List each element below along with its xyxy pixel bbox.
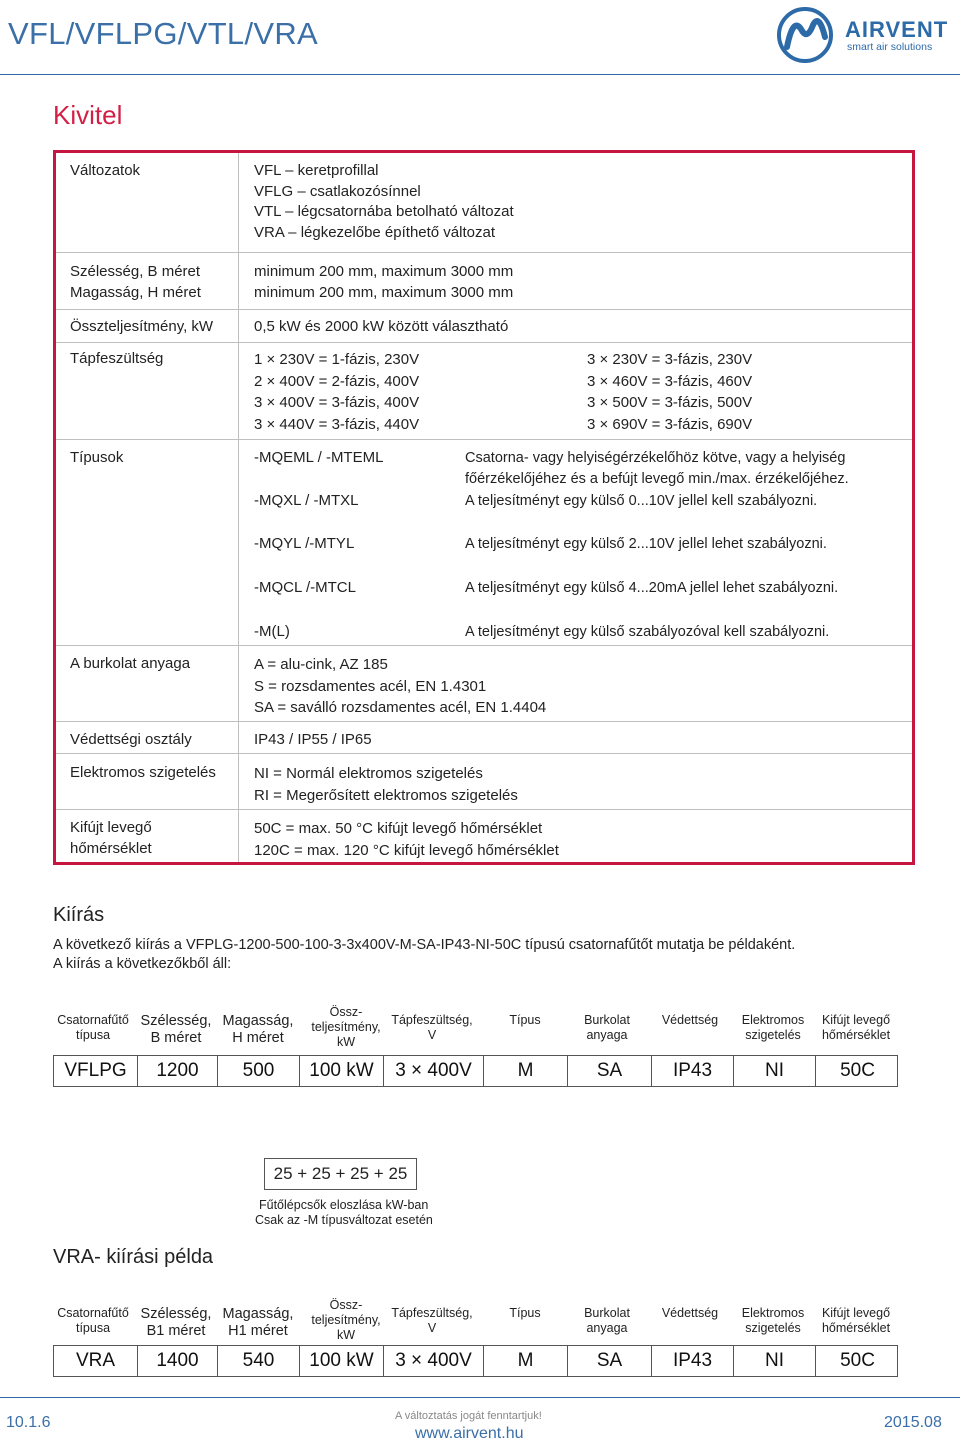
kiiras-title: Kiírás xyxy=(53,904,105,926)
code-field-label-line: Védettség xyxy=(661,1306,719,1320)
type-code: -MQXL / -MTXL xyxy=(254,492,359,509)
page-number: 10.1.6 xyxy=(6,1414,51,1431)
order-code-values xyxy=(53,1055,898,1087)
type-description-line: Csatorna- vagy helyiségérzékelőhöz kötve, vagy a helyiség xyxy=(465,450,846,466)
code-field-label-line: V xyxy=(427,1028,437,1042)
heating-steps-note: Csak az -M típusváltozat esetén xyxy=(255,1213,433,1227)
code-field-value: 1400 xyxy=(138,1346,218,1376)
code-field-label-line: szigetelés xyxy=(745,1321,801,1335)
casing-option: A = alu-cink, AZ 185 xyxy=(254,656,388,673)
spec-column-divider xyxy=(238,153,239,862)
code-field-label-line: Szélesség, xyxy=(140,1306,212,1322)
type-code: -MQCL /-MTCL xyxy=(254,579,356,596)
code-field-value: 500 xyxy=(218,1056,300,1086)
insulation-option: NI = Normál elektromos szigetelés xyxy=(254,765,483,782)
width-label: Szélesség, B méret xyxy=(70,263,201,280)
type-description: A teljesítményt egy külső 0...10V jellel kell szabályozni. xyxy=(465,493,818,509)
code-field-label-line: Típus xyxy=(509,1306,541,1320)
code-field-label-line: Burkolat xyxy=(584,1013,630,1027)
code-field-label-line: hőmérséklet xyxy=(821,1321,891,1335)
code-field-value: NI xyxy=(734,1056,816,1086)
row-divider xyxy=(56,252,912,253)
code-field-label-line: V xyxy=(427,1321,437,1335)
code-field-value: VRA xyxy=(54,1346,138,1376)
code-field-label-line: teljesítmény, xyxy=(311,1313,381,1327)
code-field-label-line: Csatornafűtő xyxy=(57,1013,129,1027)
outlet-temp-label xyxy=(70,818,152,859)
outlet-temp-option: 120C = max. 120 °C kifújt levegő hőmérséklet xyxy=(254,841,559,859)
size-values xyxy=(254,262,513,303)
code-field-value: VFLPG xyxy=(54,1056,138,1086)
insulation-option: RI = Megerősített elektromos szigetelés xyxy=(254,786,518,804)
protection-label: Védettségi osztály xyxy=(70,731,192,748)
type-code: -MQEML / -MTEML xyxy=(254,449,384,466)
voltage-option: 2 × 400V = 2-fázis, 400V xyxy=(254,372,420,390)
heating-steps-box: 25 + 25 + 25 + 25 xyxy=(264,1158,417,1190)
casing-values xyxy=(254,654,546,719)
height-value: minimum 200 mm, maximum 3000 mm xyxy=(254,283,514,301)
variant-item: VFL – keretprofillal xyxy=(254,162,379,179)
code-field-label-line: típusa xyxy=(75,1321,111,1335)
code-field-label-line: típusa xyxy=(75,1028,111,1042)
type-description: A teljesítményt egy külső szabályozóval kell szabályozni. xyxy=(465,624,830,640)
variants-list xyxy=(254,161,514,243)
code-field-value: NI xyxy=(734,1346,816,1376)
vra-code-values xyxy=(53,1345,898,1377)
rights-notice: A változtatás jogát fenntartjuk! xyxy=(395,1410,542,1422)
code-field-value: 50C xyxy=(840,1060,875,1081)
types-label: Típusok xyxy=(70,449,124,466)
protection-value: IP43 / IP55 / IP65 xyxy=(254,731,372,748)
code-field-label-line: Szélesség, xyxy=(140,1013,212,1029)
type-description xyxy=(465,448,849,489)
code-field-label-line: Tápfeszültség, xyxy=(391,1013,473,1027)
section-title: Kivitel xyxy=(53,100,123,130)
row-divider xyxy=(56,645,912,646)
code-field-label-line: Össz- xyxy=(329,1298,363,1312)
row-divider xyxy=(56,309,912,310)
logo-tagline: smart air solutions xyxy=(847,41,933,53)
code-field-label-line: B1 méret xyxy=(146,1323,206,1339)
page-header-title: VFL/VFLPG/VTL/VRA xyxy=(8,16,319,51)
code-field-value: M xyxy=(484,1346,568,1376)
code-field-value: 1200 xyxy=(138,1056,218,1086)
code-field-value: SA xyxy=(568,1056,652,1086)
voltage-label: Tápfeszültség xyxy=(70,350,164,367)
kiiras-line: A kiírás a következőkből áll: xyxy=(53,956,232,972)
code-field-label-line: Csatornafűtő xyxy=(57,1306,129,1320)
type-code: -MQYL /-MTYL xyxy=(254,535,355,552)
row-divider xyxy=(56,753,912,754)
footer-divider xyxy=(0,1397,960,1398)
type-description: A teljesítményt egy külső 2...10V jellel lehet szabályozni. xyxy=(465,536,827,552)
insulation-values xyxy=(254,763,518,806)
outlet-temp-label-line: hőmérséklet xyxy=(70,839,152,857)
spec-table xyxy=(53,150,915,865)
height-label: Magasság, H méret xyxy=(70,283,201,301)
code-field-label xyxy=(796,1013,916,1043)
publication-date: 2015.08 xyxy=(884,1414,942,1431)
code-field-value: 100 kW xyxy=(300,1056,384,1086)
code-field-label xyxy=(796,1306,916,1336)
variant-item: VRA – légkezelőbe építhető változat xyxy=(254,223,495,241)
code-field-label-line: anyaga xyxy=(586,1028,628,1042)
code-field-label-line: kW xyxy=(336,1035,356,1049)
code-field-value: SA xyxy=(568,1346,652,1376)
row-divider xyxy=(56,721,912,722)
voltage-left-list xyxy=(254,349,419,435)
casing-option: S = rozsdamentes acél, EN 1.4301 xyxy=(254,677,487,695)
header-divider xyxy=(0,74,960,75)
voltage-option: 3 × 460V = 3-fázis, 460V xyxy=(587,372,753,390)
outlet-temp-values xyxy=(254,818,559,861)
variant-item: VTL – légcsatornába betolható változat xyxy=(254,203,514,220)
type-description: A teljesítményt egy külső 4...20mA jellel lehet szabályozni. xyxy=(465,580,839,596)
code-field-value: 3 × 400V xyxy=(384,1346,484,1376)
type-description-line: főérzékelőjéhez és a befújt levegő min./max. érzékelőjéhez. xyxy=(465,470,849,487)
code-field-label-line: Tápfeszültség, xyxy=(391,1306,473,1320)
kiiras-description xyxy=(53,936,795,974)
logo-name: AIRVENT xyxy=(845,17,949,42)
size-labels xyxy=(70,262,201,303)
voltage-option: 3 × 400V = 3-fázis, 400V xyxy=(254,394,420,411)
code-field-label-line: kW xyxy=(336,1328,356,1342)
code-field-label-line: Elektromos xyxy=(741,1306,805,1320)
code-field-label-line: teljesítmény, xyxy=(311,1020,381,1034)
power-label: Összteljesítmény, kW xyxy=(70,318,214,335)
voltage-option: 3 × 690V = 3-fázis, 690V xyxy=(587,415,753,433)
vra-example-title: VRA- kiírási példa xyxy=(53,1246,214,1268)
variants-label: Változatok xyxy=(70,162,141,179)
code-field-label-line: H1 méret xyxy=(228,1323,288,1339)
code-field-label-line: anyaga xyxy=(586,1321,628,1335)
website-link[interactable]: www.airvent.hu xyxy=(415,1425,524,1442)
code-field-value: 100 kW xyxy=(300,1346,384,1376)
code-field-label-line: Össz- xyxy=(329,1005,363,1019)
voltage-right-list xyxy=(587,349,752,435)
code-field-value: 540 xyxy=(218,1346,300,1376)
row-divider xyxy=(56,809,912,810)
power-value: 0,5 kW és 2000 kW között választható xyxy=(254,318,509,335)
code-field-label-line: Elektromos xyxy=(741,1013,805,1027)
row-divider xyxy=(56,439,912,440)
code-field-value: 50C xyxy=(840,1350,875,1371)
code-field-value: M xyxy=(484,1056,568,1086)
code-field-label-line: Magasság, xyxy=(222,1013,294,1029)
voltage-option: 3 × 500V = 3-fázis, 500V xyxy=(587,394,753,411)
code-field-label-line: Burkolat xyxy=(584,1306,630,1320)
logo-mark-icon xyxy=(775,7,839,63)
airvent-logo xyxy=(775,5,960,65)
heating-steps-note: Fűtőlépcsők eloszlása kW-ban xyxy=(259,1198,429,1212)
outlet-temp-option: 50C = max. 50 °C kifújt levegő hőmérséklet xyxy=(254,820,543,837)
insulation-label: Elektromos szigetelés xyxy=(70,764,216,781)
code-field-label-line: H méret xyxy=(232,1030,284,1046)
code-field-label-line: hőmérséklet xyxy=(821,1028,891,1042)
code-field-value: IP43 xyxy=(652,1056,734,1086)
voltage-option: 3 × 230V = 3-fázis, 230V xyxy=(587,351,753,368)
code-field-value: 3 × 400V xyxy=(384,1056,484,1086)
casing-option: SA = saválló rozsdamentes acél, EN 1.4404 xyxy=(254,699,547,716)
kiiras-line: A következő kiírás a VFPLG-1200-500-100-3-3x400V-M-SA-IP43-NI-50C típusú csatornafűtőt mutatja be példaként. xyxy=(53,937,796,953)
voltage-option: 1 × 230V = 1-fázis, 230V xyxy=(254,351,420,368)
code-field-label-line: Védettség xyxy=(661,1013,719,1027)
type-code: -M(L) xyxy=(254,623,290,640)
code-field-value: IP43 xyxy=(652,1346,734,1376)
code-field-label-line: szigetelés xyxy=(745,1028,801,1042)
width-value: minimum 200 mm, maximum 3000 mm xyxy=(254,263,514,280)
voltage-option: 3 × 440V = 3-fázis, 440V xyxy=(254,415,420,433)
casing-label: A burkolat anyaga xyxy=(70,655,191,672)
outlet-temp-label-line: Kifújt levegő xyxy=(70,819,152,836)
code-field-label-line: Magasság, xyxy=(222,1306,294,1322)
row-divider xyxy=(56,342,912,343)
code-field-label-line: Típus xyxy=(509,1013,541,1027)
code-field-label-line: B méret xyxy=(150,1030,202,1046)
code-field-label-line: Kifújt levegő xyxy=(821,1013,891,1027)
variant-item: VFLG – csatlakozósínnel xyxy=(254,182,421,200)
code-field-label-line: Kifújt levegő xyxy=(821,1306,891,1320)
